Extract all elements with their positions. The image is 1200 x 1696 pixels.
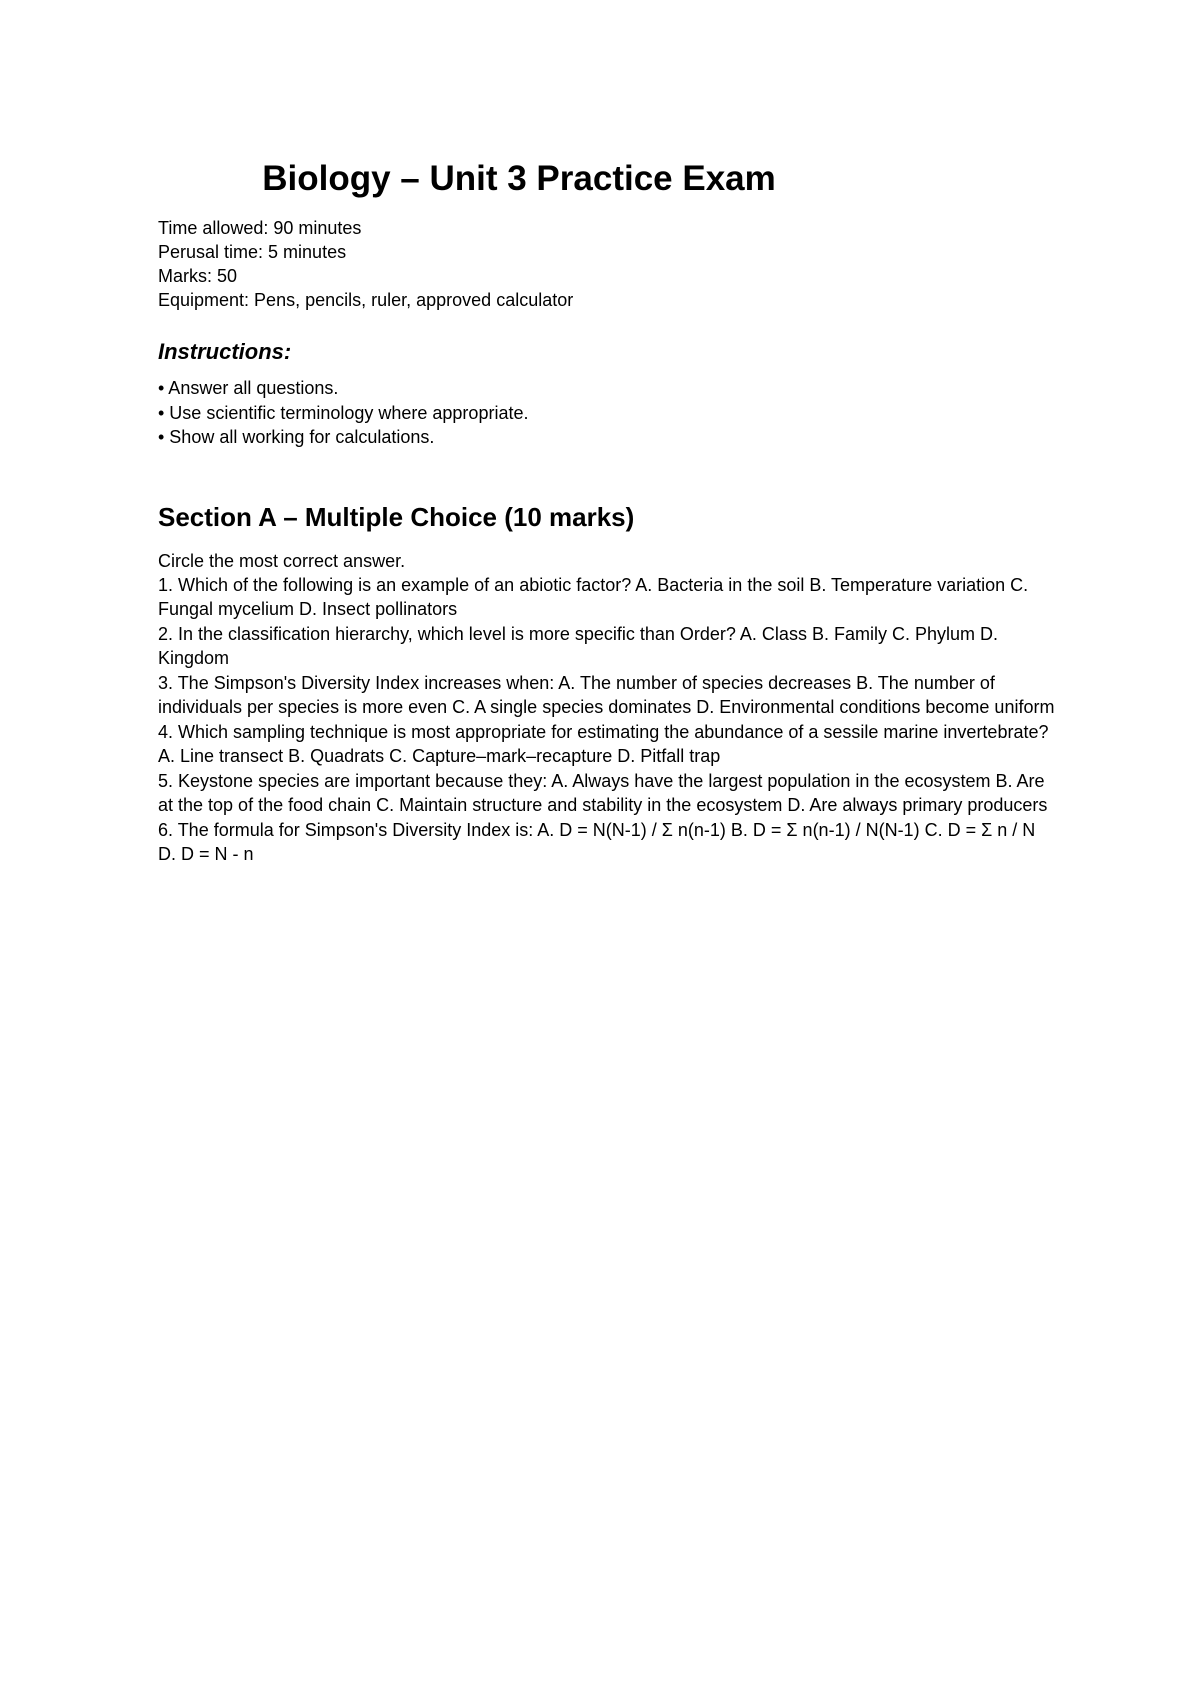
instructions-list	[158, 376, 1058, 450]
instruction-item: • Use scientific terminology where appropriate.	[158, 402, 529, 423]
meta-equipment: Equipment: Pens, pencils, ruler, approved calculator	[158, 290, 574, 310]
question-item: 5. Keystone species are important because they: A. Always have the largest population in the ecosystem B. Are at the top of the food chain C. Maintain structure and stability in the ecosystem D. Are always primary producers	[158, 770, 1048, 815]
question-item: 6. The formula for Simpson's Diversity Index is: A. D = N(N-1) / Σ n(n-1) B. D = Σ n(n-1) / N(N-1) C. D = Σ n / N D. D = N - n	[158, 819, 1036, 864]
section-a-heading: Section A – Multiple Choice (10 marks)	[158, 501, 635, 532]
instruction-item: • Answer all questions.	[158, 378, 339, 398]
section-a-intro: Circle the most correct answer.	[158, 550, 406, 571]
question-item: 3. The Simpson's Diversity Index increases when: A. The number of species decreases B. The number of individuals per species is more even C. A single species dominates D. Environmental conditions become uniform	[158, 672, 1055, 717]
meta-perusal-time: Perusal time: 5 minutes	[158, 242, 347, 262]
meta-time-allowed: Time allowed: 90 minutes	[158, 218, 362, 238]
question-item: 4. Which sampling technique is most appropriate for estimating the abundance of a sessile marine invertebrate? A. Line transect B. Quadrats C. Capture–mark–recapture D. Pitfall trap	[158, 721, 1049, 766]
meta-marks: Marks: 50	[158, 266, 238, 286]
question-item: 2. In the classification hierarchy, which level is more specific than Order? A. Class B. Family C. Phylum D. Kingdom	[158, 623, 998, 668]
question-item: 1. Which of the following is an example of an abiotic factor? A. Bacteria in the soil B. Temperature variation C. Fungal mycelium D. Insect pollinators	[158, 574, 1029, 619]
exam-page	[158, 158, 1058, 867]
exam-title: Biology – Unit 3 Practice Exam	[262, 159, 776, 198]
exam-meta	[158, 216, 1058, 312]
question-list	[158, 573, 1058, 867]
instruction-item: • Show all working for calculations.	[158, 427, 435, 447]
instructions-heading: Instructions:	[158, 339, 292, 364]
